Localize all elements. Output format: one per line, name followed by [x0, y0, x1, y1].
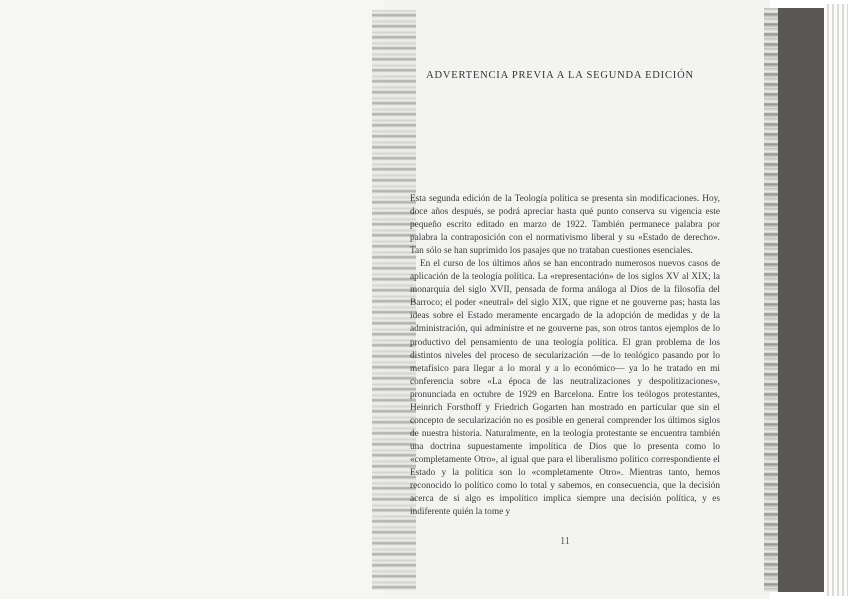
paragraph-1: Esta segunda edición de la Teología política se presenta sin modificaciones. Hoy, doce años después, se podrá apreciar hasta qué punto conserva su vigencia este pequeño escrito editado en marzo de 1922. También permanece palabra por palabra la contraposición con el normativismo liberal y su «Estado de derecho». Tan sólo se han suprimido los pasajes que no trataban cuestiones esenciales.	[410, 194, 720, 257]
left-page-blank	[0, 0, 384, 599]
body-text	[410, 193, 720, 519]
dark-scan-border	[778, 8, 824, 592]
paragraph-2: En el curso de los últimos años se han encontrado numerosos nuevos casos de aplicación de la teología política. La «representación» de los siglos XV al XIX; la monarquía del siglo XVII, pensada de forma análoga al Dios de la filosofía del Barroco; el poder «neutral» del siglo XIX, que rigne et ne gouverne pas; hasta las ideas sobre el Estado meramente encargado de la adopción de medidas y de la administración, qui administre et ne gouverne pas, son otros tantos ejemplos de lo productivo del pensamiento de una teología política. El gran problema de los distintos niveles del proceso de secularización —de lo teológico pasando por lo metafísico para llegar a lo moral y a lo económico— ya lo he tratado en mi conferencia sobre «La época de las neutralizaciones y despolitizaciones», pronunciada en octubre de 1929 en Barcelona. Entre los teólogos protestantes, Heinrich Forsthoff y Friedrich Gogarten han mostrado en particular que sin el concepto de secularización no es posible en general comprender los últimos siglos de nuestra historia. Naturalmente, en la teología protestante se encuentra también una doctrina supuestamente impolítica de Dios que lo presenta como lo «completamente Otro», al igual que para el liberalismo político correspondiente el Estado y la política son lo «completamente Otro». Mientras tanto, hemos reconocido lo político como lo total y sabemos, en consecuencia, que la decisión acerca de si algo es impolítico implica siempre una decisión política, y es indiferente quién la tome y	[410, 259, 720, 518]
page-number: 11	[560, 536, 570, 547]
stacked-page-edges	[824, 4, 848, 596]
chapter-heading: ADVERTENCIA PREVIA A LA SEGUNDA EDICIÓN	[426, 70, 694, 81]
